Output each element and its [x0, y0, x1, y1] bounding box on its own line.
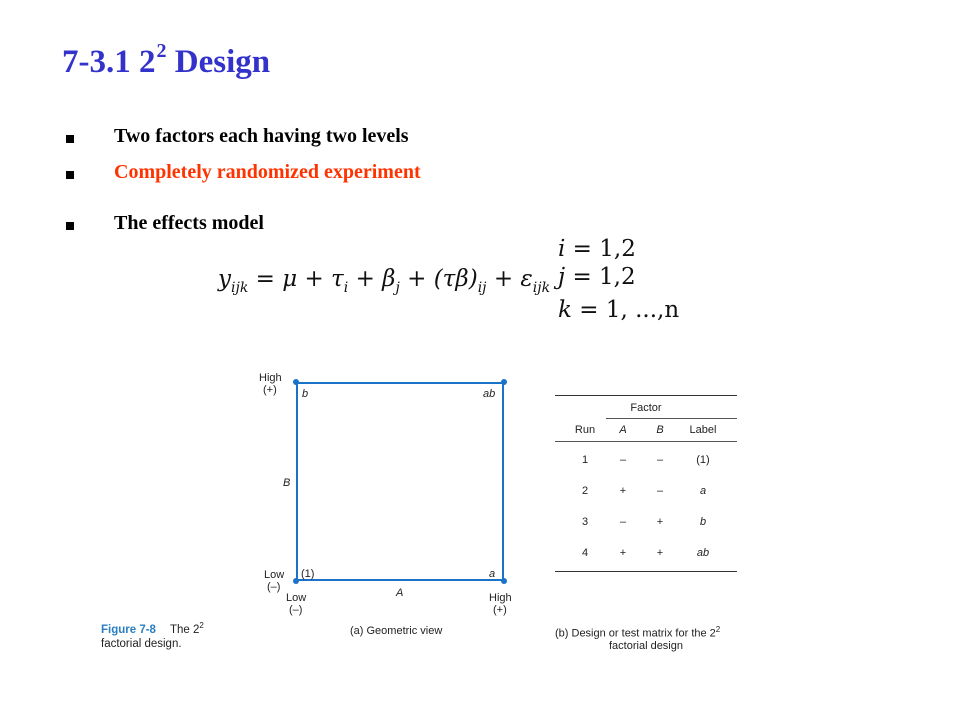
cond-val: = 1,2	[565, 264, 636, 290]
a-axis-label: A	[396, 587, 404, 599]
bullet-square-icon	[66, 222, 74, 230]
eq-part: + β	[348, 266, 396, 292]
bullet-text: Two factors each having two levels	[114, 125, 409, 147]
table-cell: ab	[696, 547, 710, 559]
table-caption	[555, 625, 720, 640]
corner-point	[293, 379, 299, 385]
title-superscript: 2	[156, 40, 167, 62]
cond-val: = 1,2	[565, 236, 636, 262]
a-high-label	[489, 592, 512, 616]
title-rest: Design	[166, 44, 271, 80]
cond-var: k	[558, 297, 572, 323]
table-cell: –	[619, 454, 627, 466]
corner-point	[293, 578, 299, 584]
table-cell: (1)	[696, 454, 710, 466]
table-header-b: B	[656, 424, 664, 436]
table-group-rule	[606, 418, 737, 419]
label-line: (+)	[493, 604, 507, 616]
b-axis-label: B	[283, 477, 291, 489]
table-cell: 4	[581, 547, 589, 559]
figure-caption-line2: factorial design.	[101, 638, 182, 650]
table-header-a: A	[619, 424, 627, 436]
bullet-text: The effects model	[114, 212, 264, 234]
table-caption-line2: factorial design	[609, 640, 683, 652]
title-main: 7-3.1 2	[62, 44, 156, 80]
table-cell: b	[699, 516, 707, 528]
condition-i	[558, 236, 636, 262]
label-line: Low	[264, 569, 285, 581]
b-high-label	[259, 372, 282, 396]
eq-sub: ij	[477, 280, 487, 296]
cond-var: j	[558, 264, 566, 290]
table-cell: +	[656, 547, 664, 559]
slide-title	[62, 40, 270, 81]
label-line: (–)	[267, 581, 281, 593]
bullet-text: Completely randomized experiment	[114, 161, 421, 183]
eq-lhs-sub: ijk	[231, 280, 249, 296]
table-group-header: Factor	[630, 402, 662, 414]
corner-label-ab: ab	[483, 388, 496, 400]
table-header-run: Run	[574, 424, 596, 436]
caption-text: (b) Design or test matrix for the 2	[555, 627, 716, 640]
b-low-label	[264, 569, 284, 593]
cond-val: = 1, ...,n	[571, 297, 680, 323]
figure-label: Figure 7-8	[101, 623, 156, 636]
corner-label-b: b	[302, 388, 309, 400]
eq-sub: ijk	[532, 280, 551, 296]
table-header-rule	[555, 441, 737, 442]
label-line: (–)	[289, 604, 303, 616]
table-cell: a	[699, 485, 707, 497]
table-cell: +	[619, 547, 627, 559]
corner-point	[501, 379, 507, 385]
label-line: (+)	[263, 384, 277, 396]
table-cell: +	[619, 485, 627, 497]
geometric-caption: (a) Geometric view	[350, 625, 443, 637]
figure-sup: 2	[199, 621, 204, 630]
table-cell: –	[656, 485, 664, 497]
condition-k	[558, 297, 679, 323]
eq-lhs: y	[218, 266, 231, 292]
cond-var: i	[558, 236, 566, 262]
label-line: High	[259, 372, 282, 384]
table-header-label: Label	[689, 424, 717, 436]
corner-label-1: (1)	[301, 568, 315, 580]
design-square	[296, 382, 504, 581]
table-top-rule	[555, 395, 737, 396]
eq-part: + (τβ)	[399, 266, 478, 292]
label-line: High	[489, 592, 512, 604]
table-bottom-rule	[555, 571, 737, 572]
a-low-label	[286, 592, 306, 616]
effects-model-equation	[218, 266, 550, 296]
label-line: Low	[286, 592, 307, 604]
corner-label-a: a	[489, 568, 496, 580]
table-cell: –	[656, 454, 664, 466]
eq-part: = μ + τ	[255, 266, 344, 292]
table-cell: 3	[581, 516, 589, 528]
bullet-square-icon	[66, 171, 74, 179]
figure-text: The 2	[169, 623, 200, 636]
corner-point	[501, 578, 507, 584]
condition-j	[558, 264, 636, 290]
bullet-square-icon	[66, 135, 74, 143]
eq-part: + ε	[486, 266, 533, 292]
figure-caption	[101, 621, 204, 636]
table-cell: +	[656, 516, 664, 528]
eq-sub: j	[395, 280, 400, 296]
table-cell: 2	[581, 485, 589, 497]
table-cell: –	[619, 516, 627, 528]
eq-sub: i	[343, 280, 349, 296]
caption-sup: 2	[715, 625, 721, 634]
table-cell: 1	[581, 454, 589, 466]
